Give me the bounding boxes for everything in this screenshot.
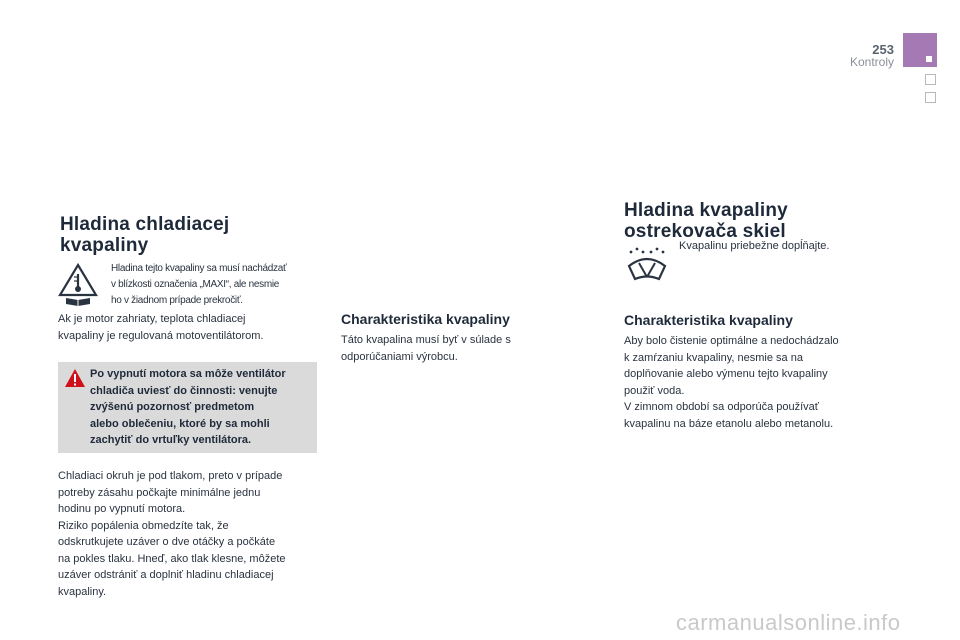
washer-level-note: Kvapalinu priebežne dopĺňajte.: [679, 240, 830, 252]
coolant-spec-text: Táto kvapalina musí byť v súlade s odporúčaniami výrobcu.: [341, 334, 511, 363]
page-number: 253: [872, 42, 894, 57]
coolant-title: Hladina chladiacej kvapaliny: [60, 214, 230, 256]
coolant-level-note: Hladina tejto kvapaliny sa musí nachádzať v blízkosti označenia „MAXI“, ale nesmie ho v žiadnom prípade prekročiť.: [111, 263, 287, 306]
windscreen-washer-icon: [626, 246, 668, 284]
washer-spec-text: Aby bolo čistenie optimálne a nedochádzalo k zamŕzaniu kvapaliny, nesmie sa na doplňovanie alebo výmenu tejto kvapaliny použiť voda. V zimnom období sa odporúča používať kvapalinu na báze etanolu alebo metanolu.: [624, 335, 839, 430]
washer-spec-title: Charakteristika kvapaliny: [624, 312, 793, 328]
washer-title: Hladina kvapaliny ostrekovača skiel: [624, 200, 788, 242]
coolant-intro-text: Ak je motor zahriaty, teplota chladiacej kvapaliny je regulovaná motoventilátorom.: [58, 313, 264, 342]
fan-warning-text: Po vypnutí motora sa môže ventilátor chladiča uviesť do činnosti: venujte zvýšenú pozornosť predmetom alebo oblečeniu, ktoré by sa mohli zachytiť do vrtuľky ventilátora.: [90, 368, 286, 446]
fan-warning-box: [58, 362, 317, 453]
chapter-tab[interactable]: [925, 92, 936, 103]
coolant-temperature-icon: [58, 262, 98, 306]
section-title: Kontroly: [849, 55, 894, 69]
coolant-spec-title: Charakteristika kvapaliny: [341, 311, 510, 327]
chapter-tab[interactable]: [925, 74, 936, 85]
warning-icon: [64, 368, 86, 388]
chapter-tab-active[interactable]: [903, 33, 937, 67]
tab-marker: [926, 56, 932, 62]
watermark: carmanualsonline.info: [676, 610, 901, 635]
coolant-pressure-text: Chladiaci okruh je pod tlakom, preto v prípade potreby zásahu počkajte minimálne jednu hodinu po vypnutí motora. Riziko popálenia obmedzíte tak, že odskrutkujete uzáver o dve otáčky a počkáte na pokles tlaku. Hneď, ako tlak klesne, môžete uzáver odstrániť a doplniť hladinu chladiacej kvapaliny.: [58, 470, 286, 598]
